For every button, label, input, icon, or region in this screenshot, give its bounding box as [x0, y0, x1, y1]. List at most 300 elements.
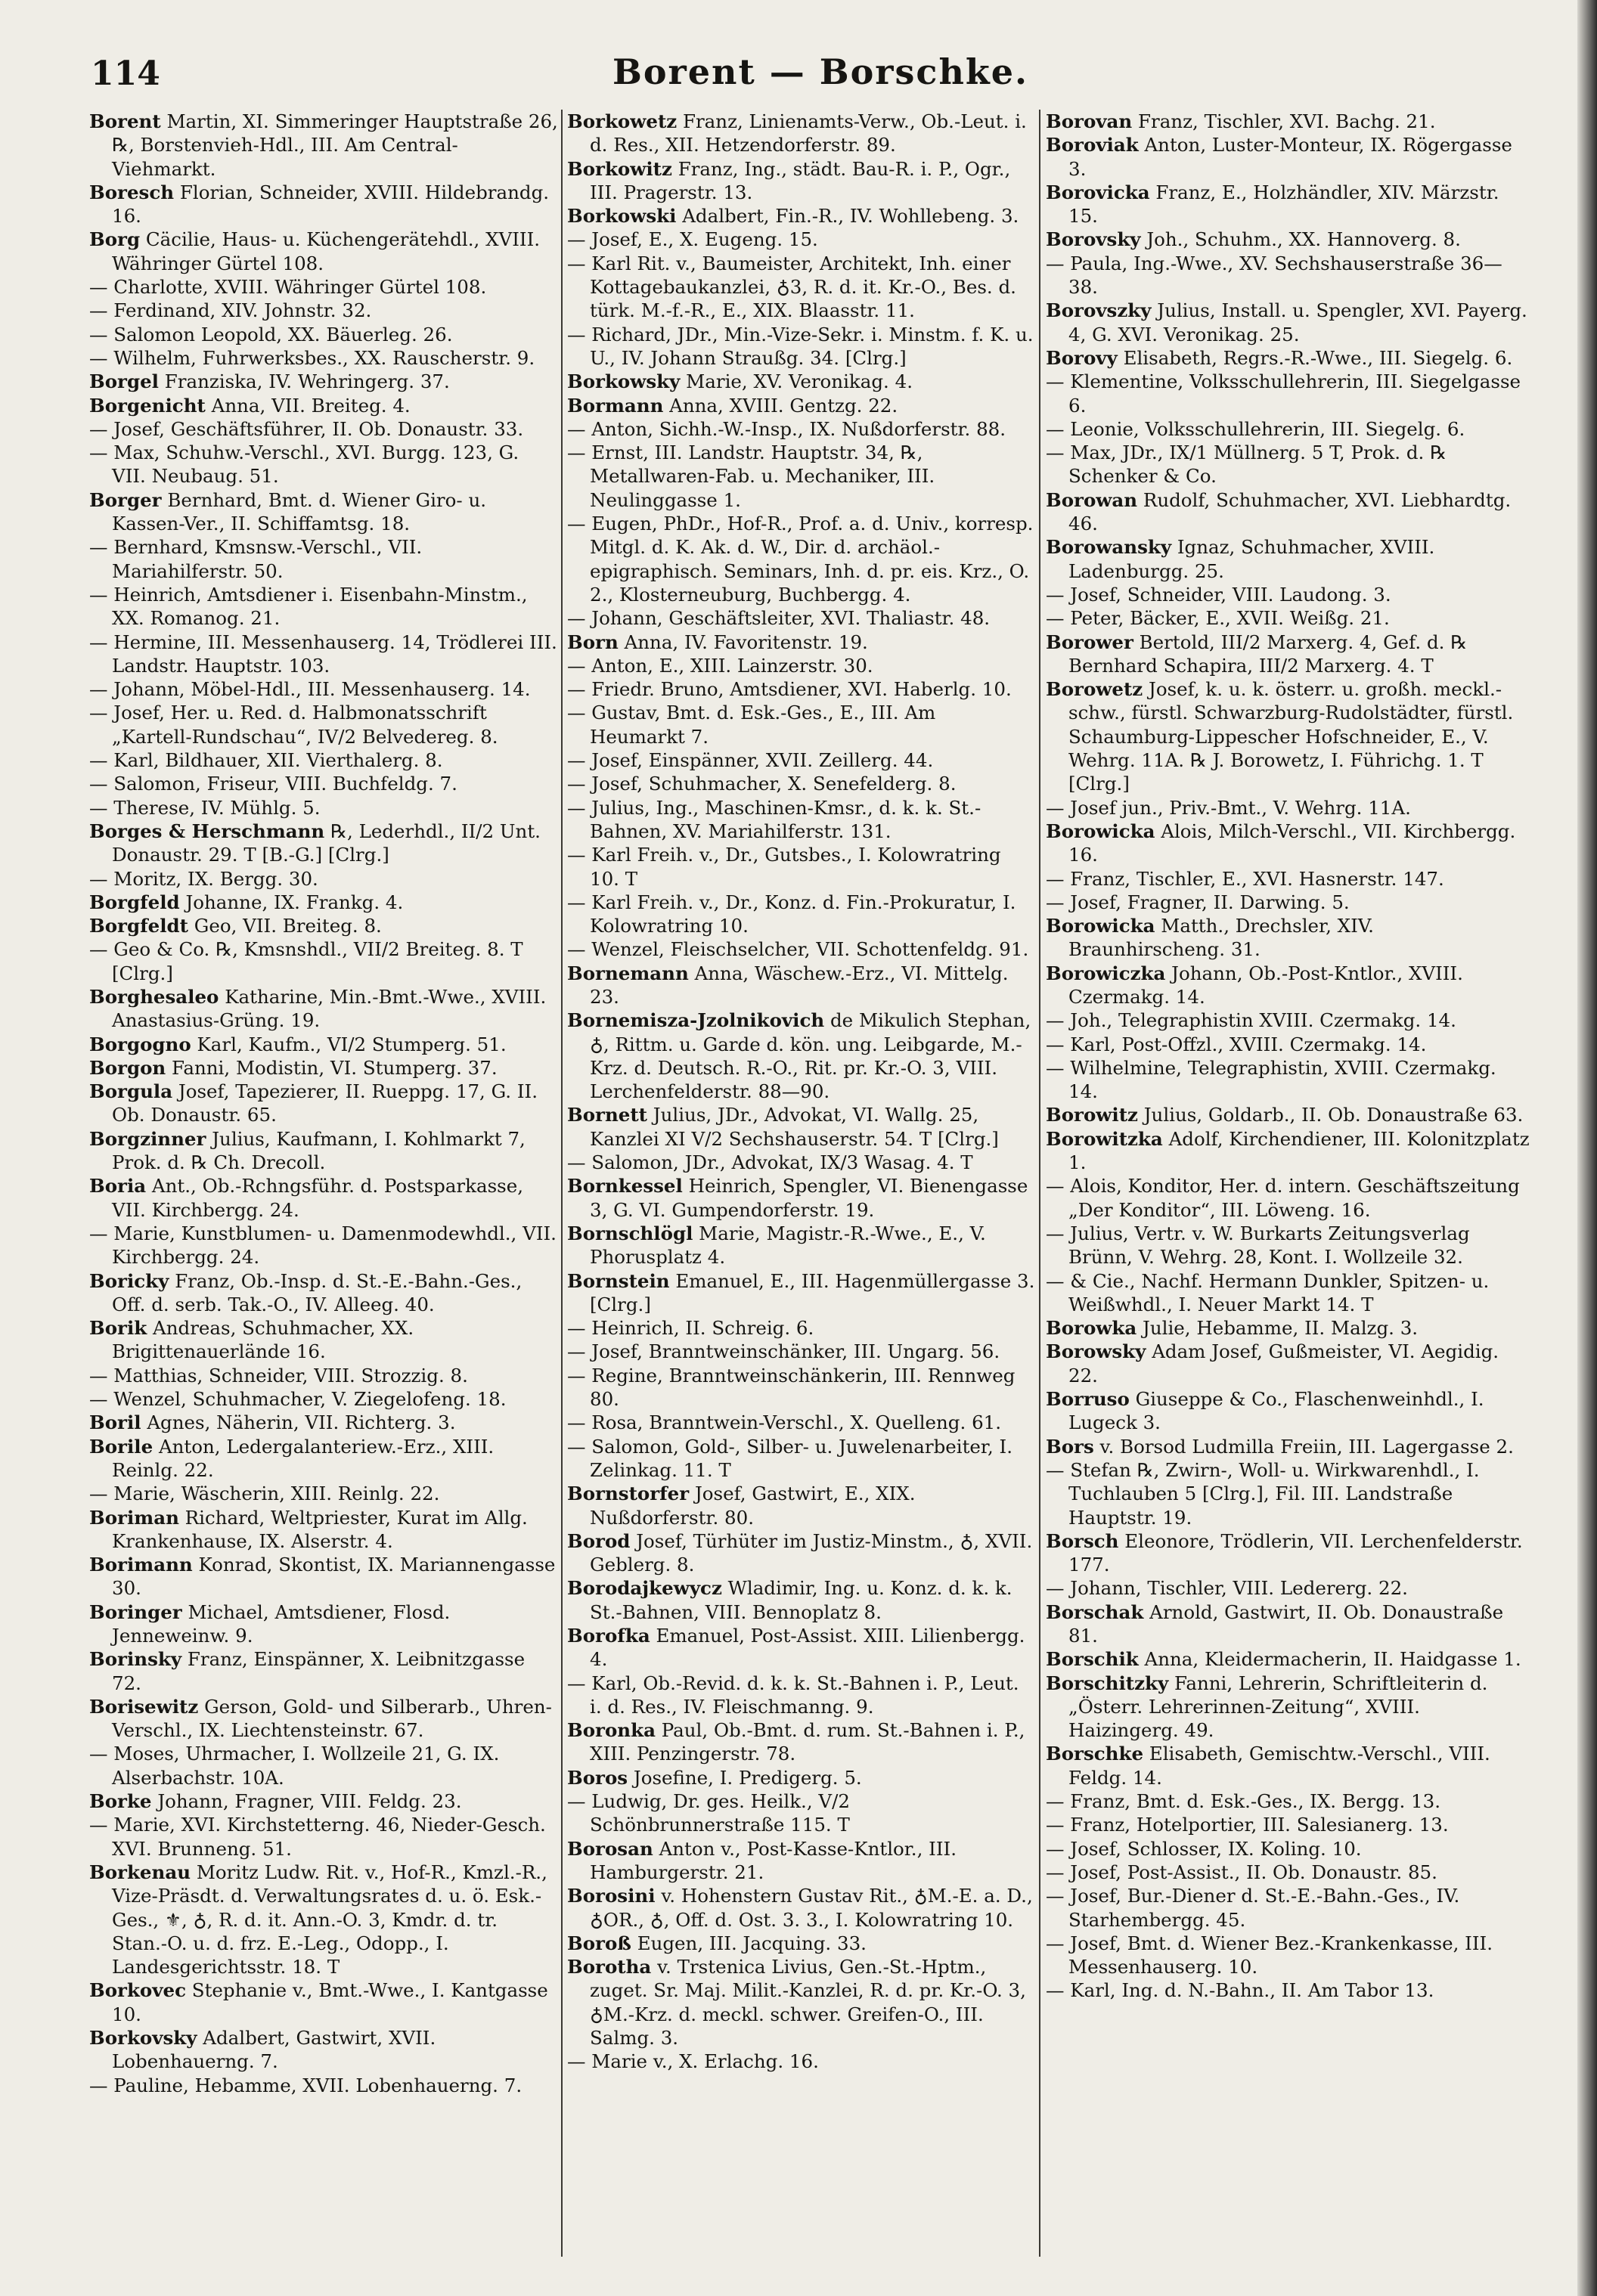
- directory-entry: [89, 583, 558, 631]
- running-head: Borent — Borschke.: [612, 51, 1029, 92]
- entry-surname: Borowsky: [1046, 1340, 1146, 1363]
- directory-entry: [89, 1056, 558, 1080]
- directory-entry: [567, 1316, 1036, 1340]
- directory-entry: [1046, 1647, 1530, 1671]
- entry-surname: Borkowetz: [567, 110, 678, 132]
- directory-entry: [567, 1411, 1036, 1434]
- entry-details: — Josef, Branntweinschänker, III. Ungarg. 56.: [567, 1340, 1000, 1363]
- directory-entry: [567, 1174, 1036, 1222]
- directory-entry: [89, 535, 558, 583]
- entry-details: — Marie, Kunstblumen- u. Damenmodewhdl., VII. Kirchbergg. 24.: [89, 1222, 557, 1269]
- column-divider: [561, 110, 563, 2257]
- entry-details: — Franz, Hotelportier, III. Salesianerg. 13.: [1046, 1814, 1449, 1836]
- entry-details: Heinrich, Spengler, VI. Bienengasse 3, G. VI. Gumpendorferstr. 19.: [590, 1175, 1028, 1221]
- entry-details: Franz, Tischler, XVI. Bachg. 21.: [1132, 110, 1436, 132]
- directory-entry: [89, 2074, 558, 2097]
- directory-entry: [89, 488, 558, 536]
- directory-entry: [89, 110, 558, 181]
- entry-details: — Marie v., X. Erlachg. 16.: [567, 2050, 819, 2073]
- entry-details: Alois, Milch-Verschl., VII. Kirchbergg. 16.: [1068, 820, 1516, 866]
- directory-entry: [89, 181, 558, 228]
- entry-surname: Bornstorfer: [567, 1483, 690, 1505]
- entry-surname: Borisewitz: [89, 1695, 199, 1718]
- entry-details: — Marie, Wäscherin, XIII. Reinlg. 22.: [89, 1483, 440, 1505]
- entry-surname: Borkovsky: [89, 2027, 197, 2050]
- column-3: [1046, 110, 1530, 2279]
- directory-entry: [89, 299, 558, 322]
- entry-details: — Wilhelmine, Telegraphistin, XVIII. Czermakg. 14.: [1046, 1056, 1496, 1103]
- directory-entry: [89, 867, 558, 891]
- directory-entry: [567, 1789, 1036, 1837]
- directory-entry: [1046, 1600, 1530, 1648]
- entry-details: Emanuel, E., III. Hagenmüllergasse 3. [Clrg.]: [590, 1269, 1035, 1315]
- entry-surname: Bormann: [567, 394, 664, 417]
- entry-surname: Borkovec: [89, 1979, 187, 2002]
- entry-details: — Ernst, III. Landstr. Hauptstr. 34, ℞, Metallwaren-Fab. u. Mechaniker, III. Neulinggasse 1.: [567, 442, 935, 511]
- entry-details: Franz, Linienamts-Verw., Ob.-Leut. i. d. Res., XII. Hetzendorferstr. 89.: [590, 110, 1027, 156]
- directory-entry: [1046, 346, 1530, 370]
- entry-surname: Borgula: [89, 1080, 173, 1103]
- directory-entry: [567, 654, 1036, 677]
- directory-entry: [567, 606, 1036, 630]
- entry-surname: Borimann: [89, 1554, 193, 1576]
- directory-entry: [89, 1978, 558, 2026]
- entry-details: — Friedr. Bruno, Amtsdiener, XVI. Haberlg. 10.: [567, 678, 1012, 701]
- directory-entry: [1046, 1529, 1530, 1577]
- entry-details: — Alois, Konditor, Her. d. intern. Geschäftszeitung „Der Konditor“, III. Löweng. 16.: [1046, 1175, 1520, 1221]
- entry-details: — Salomon, Friseur, VIII. Buchfeldg. 7.: [89, 773, 457, 795]
- entry-details: Adalbert, Gastwirt, XVII. Lobenhauerng. 7.: [112, 2027, 436, 2073]
- entry-details: Julius, Goldarb., II. Ob. Donaustraße 63.: [1137, 1104, 1524, 1126]
- entry-details: Bernhard, Bmt. d. Wiener Giro- u. Kassen-Ver., II. Schiffamtsg. 18.: [112, 488, 487, 535]
- directory-entry: [89, 631, 558, 678]
- entry-details: — Karl Freih. v., Dr., Konz. d. Fin.-Prokuratur, I. Kolowratring 10.: [567, 891, 1016, 937]
- entry-details: — Richard, JDr., Min.-Vize-Sekr. i. Minstm. f. K. u. U., IV. Johann Straußg. 34. [Clrg.]: [567, 323, 1034, 369]
- entry-details: Josef, Türhüter im Justiz-Minstm., ♁, XVII. Geblerg. 8.: [590, 1529, 1033, 1576]
- directory-entry: [567, 937, 1036, 961]
- entry-surname: Borgel: [89, 370, 159, 393]
- directory-entry: [567, 891, 1036, 938]
- entry-details: de Mikulich Stephan, ♁, Rittm. u. Garde d. kön. ung. Leibgarde, M.-Krz. d. Deutsch. R.-O., Rit. pr. Kr.-O. 3, VIII. Lerchenfelderstr. 88—90.: [590, 1009, 1031, 1103]
- directory-entry: [89, 677, 558, 701]
- entry-details: Franz, E., Holzhändler, XIV. Märzstr. 15.: [1068, 181, 1499, 228]
- entry-details: Adalbert, Fin.-R., IV. Wohllebeng. 3.: [676, 205, 1019, 228]
- directory-entry: [1046, 1458, 1530, 1529]
- entry-surname: Bornemisza-Jzolnikovich: [567, 1009, 825, 1032]
- directory-entry: [89, 1435, 558, 1483]
- entry-details: — Anton, E., XIII. Lainzerstr. 30.: [567, 654, 873, 677]
- entry-surname: Borowan: [1046, 488, 1138, 511]
- entry-details: Julie, Hebamme, II. Malzg. 3.: [1137, 1317, 1419, 1340]
- entry-surname: Boroß: [567, 1932, 631, 1954]
- directory-entry: [89, 1789, 558, 1813]
- entry-details: Franz, Einspänner, X. Leibnitzgasse 72.: [112, 1648, 526, 1694]
- entry-details: Moritz Ludw. Rit. v., Hof-R., Kmzl.-R., Vize-Präsdt. d. Verwaltungsrates d. u. ö. Esk.-Ges., ⚜, ♁, R. d. it. Ann.-O. 3, Kmdr. d. tr. Stan.-O. u. d. frz. E.-Leg., Odopp., I. Landesgerichtsstr. 18. T: [112, 1861, 547, 1978]
- directory-entry: [567, 1364, 1036, 1411]
- entry-surname: Borower: [1046, 631, 1133, 653]
- entry-details: — Johann, Geschäftsleiter, XVI. Thaliastr. 48.: [567, 607, 991, 630]
- entry-details: Stephanie v., Bmt.-Wwe., I. Kantgasse 10.: [112, 1979, 548, 2025]
- entry-surname: Borosini: [567, 1885, 656, 1907]
- entry-details: — Heinrich, Amtsdiener i. Eisenbahn-Minstm., XX. Romanog. 21.: [89, 583, 528, 630]
- directory-entry: [1046, 1269, 1530, 1317]
- directory-entry: [1046, 252, 1530, 299]
- entry-surname: Borent: [89, 110, 161, 132]
- directory-entry: [567, 1151, 1036, 1174]
- entry-surname: Bornett: [567, 1104, 647, 1126]
- entry-surname: Borovan: [1046, 110, 1133, 132]
- entry-details: — Max, JDr., IX/1 Müllnerg. 5 T, Prok. d. ℞ Schenker & Co.: [1046, 442, 1447, 488]
- entry-details: — Julius, Vertr. v. W. Burkarts Zeitungsverlag Brünn, V. Wehrg. 28, Kont. I. Wollzeile 32.: [1046, 1222, 1470, 1269]
- entry-details: — Moritz, IX. Bergg. 30.: [89, 867, 318, 890]
- directory-entry: [89, 891, 558, 914]
- entry-details: — Salomon, JDr., Advokat, IX/3 Wasag. 4. T: [567, 1151, 973, 1174]
- directory-entry: [1046, 1103, 1530, 1126]
- entry-details: — Johann, Tischler, VIII. Ledererg. 22.: [1046, 1577, 1408, 1600]
- entry-details: Anna, XVIII. Gentzg. 22.: [663, 394, 898, 417]
- entry-surname: Borke: [89, 1790, 152, 1813]
- directory-entry: [567, 796, 1036, 844]
- directory-entry: [567, 1529, 1036, 1577]
- directory-entry: [89, 417, 558, 441]
- directory-entry: [89, 441, 558, 488]
- entry-details: — Klementine, Volksschullehrerin, III. Siegelgasse 6.: [1046, 370, 1521, 417]
- entry-surname: Borgenicht: [89, 394, 206, 417]
- entry-surname: Boria: [89, 1175, 147, 1198]
- directory-entry: [1046, 631, 1530, 678]
- directory-entry: [1046, 488, 1530, 536]
- directory-entry: [1046, 1174, 1530, 1222]
- directory-entry: [1046, 181, 1530, 228]
- directory-entry: [89, 1316, 558, 1364]
- entry-details: Giuseppe & Co., Flaschenweinhdl., I. Lugeck 3.: [1068, 1388, 1484, 1434]
- entry-details: Anna, VII. Breiteg. 4.: [205, 394, 411, 417]
- entry-details: Wladimir, Ing. u. Konz. d. k. k. St.-Bahnen, VIII. Bennoplatz 8.: [590, 1577, 1012, 1623]
- entry-surname: Borschik: [1046, 1648, 1139, 1671]
- entry-details: — Moses, Uhrmacher, I. Wollzeile 21, G. IX. Alserbachstr. 10A.: [89, 1743, 500, 1789]
- entry-details: — Therese, IV. Mühlg. 5.: [89, 796, 321, 819]
- directory-entry: [1046, 535, 1530, 583]
- entry-details: Paul, Ob.-Bmt. d. rum. St.-Bahnen i. P., XIII. Penzingerstr. 78.: [590, 1719, 1025, 1765]
- entry-details: — & Cie., Nachf. Hermann Dunkler, Spitzen- u. Weißwhdl., I. Neuer Markt 14. T: [1046, 1269, 1490, 1315]
- entry-details: — Josef, Her. u. Red. d. Halbmonatsschrift „Kartell-Rundschau“, IV/2 Belvedereg. 8.: [89, 702, 498, 748]
- entry-details: — Josef, Bmt. d. Wiener Bez.-Krankenkasse, III. Messenhauserg. 10.: [1046, 1932, 1493, 1978]
- directory-entry: [89, 2026, 558, 2074]
- entry-surname: Borowetz: [1046, 678, 1143, 701]
- directory-entry: [567, 228, 1036, 251]
- entry-details: — Anton, Sichh.-W.-Insp., IX. Nußdorferstr. 88.: [567, 417, 1006, 440]
- entry-details: Franz, Ing., städt. Bau-R. i. P., Ogr., III. Pragerstr. 13.: [590, 157, 1011, 203]
- entry-details: Johann, Ob.-Post-Kntlor., XVIII. Czermakg. 14.: [1068, 962, 1463, 1008]
- entry-surname: Borovy: [1046, 346, 1118, 369]
- directory-entry: [567, 1009, 1036, 1103]
- directory-entry: [1046, 1222, 1530, 1269]
- entry-surname: Borger: [89, 488, 162, 511]
- entry-details: — Max, Schuhw.-Verschl., XVI. Burgg. 123, G. VII. Neubaug. 51.: [89, 442, 519, 488]
- directory-entry: [567, 1624, 1036, 1672]
- directory-entry: [1046, 110, 1530, 133]
- entry-details: Josef, Tapezierer, II. Rueppg. 17, G. II. Ob. Donaustr. 65.: [112, 1080, 538, 1126]
- directory-entry: [1046, 914, 1530, 962]
- entry-details: — Paula, Ing.-Wwe., XV. Sechshauserstraße 36—38.: [1046, 252, 1502, 299]
- directory-entry: [567, 1340, 1036, 1363]
- directory-entry: [1046, 677, 1530, 795]
- directory-entry: [1046, 1789, 1530, 1813]
- directory-entry: [1046, 1742, 1530, 1789]
- directory-entry: [567, 1955, 1036, 2050]
- directory-entry: [1046, 1672, 1530, 1743]
- directory-entry: [567, 417, 1036, 441]
- entry-surname: Borkowitz: [567, 157, 672, 180]
- entry-surname: Boringer: [89, 1600, 182, 1623]
- entry-surname: Borinsky: [89, 1648, 182, 1671]
- entry-details: — Marie, XVI. Kirchstetterng. 46, Nieder-Gesch. XVI. Brunneng. 51.: [89, 1814, 546, 1860]
- entry-surname: Borowiczka: [1046, 962, 1166, 984]
- entry-details: — Johann, Möbel-Hdl., III. Messenhauserg. 14.: [89, 678, 531, 701]
- directory-entry: [567, 1718, 1036, 1766]
- directory-entry: [89, 1222, 558, 1269]
- entry-details: — Regine, Branntweinschänkerin, III. Rennweg 80.: [567, 1364, 1016, 1411]
- directory-entry: [89, 937, 558, 985]
- entry-details: v. Trstenica Livius, Gen.-St.-Hptm., zuget. Sr. Maj. Milit.-Kanzlei, R. d. pr. Kr.-O. 3, ♁M.-Krz. d. meckl. schwer. Greifen-O., III. Salmg. 3.: [590, 1956, 1026, 2050]
- entry-details: Konrad, Skontist, IX. Mariannengasse 30.: [112, 1554, 556, 1600]
- entry-surname: Borschak: [1046, 1600, 1144, 1623]
- entry-details: Eleonore, Trödlerin, VII. Lerchenfelderstr. 177.: [1068, 1529, 1523, 1576]
- entry-surname: Borod: [567, 1529, 631, 1552]
- directory-entry: [1046, 1978, 1530, 2002]
- entry-details: Elisabeth, Regrs.-R.-Wwe., III. Siegelg. 6.: [1117, 346, 1513, 369]
- directory-entry: [89, 1695, 558, 1743]
- directory-entry: [567, 701, 1036, 748]
- directory-entry: [1046, 1884, 1530, 1932]
- entry-surname: Borowitz: [1046, 1104, 1138, 1126]
- entry-details: Elisabeth, Gemischtw.-Verschl., VIII. Feldg. 14.: [1068, 1743, 1490, 1789]
- entry-surname: Borowicka: [1046, 820, 1155, 842]
- entry-details: Joh., Schuhm., XX. Hannoverg. 8.: [1140, 228, 1461, 251]
- directory-entry: [1046, 1387, 1530, 1435]
- entry-details: Rudolf, Schuhmacher, XVI. Liebhardtg. 46.: [1068, 488, 1512, 535]
- entry-details: — Karl, Bildhauer, XII. Vierthalerg. 8.: [89, 749, 443, 772]
- entry-surname: Borgfeld: [89, 891, 180, 913]
- entry-details: — Stefan ℞, Zwirn-, Woll- u. Wirkwarenhdl., I. Tuchlauben 5 [Clrg.], Fil. III. Landstraße Hauptstr. 19.: [1046, 1458, 1480, 1529]
- entry-surname: Borotha: [567, 1956, 652, 1978]
- directory-entry: [567, 1837, 1036, 1885]
- directory-entry: [89, 748, 558, 772]
- directory-entry: [89, 1269, 558, 1317]
- entry-details: — Wenzel, Fleischselcher, VII. Schottenfeldg. 91.: [567, 938, 1029, 961]
- directory-entry: [89, 820, 558, 867]
- directory-entry: [567, 512, 1036, 606]
- entry-details: — Matthias, Schneider, VIII. Strozzig. 8.: [89, 1364, 468, 1387]
- entry-surname: Boriman: [89, 1506, 179, 1529]
- entry-details: — Eugen, PhDr., Hof-R., Prof. a. d. Univ., korresp. Mitgl. d. K. Ak. d. W., Dir. d. archäol.-epigraphisch. Seminars, Inh. d. pr. eis. Krz., O. 2., Klosterneuburg, Buchbergg. 4.: [567, 513, 1034, 606]
- entry-details: Ignaz, Schuhmacher, XVIII. Ladenburgg. 25.: [1068, 536, 1435, 582]
- directory-entry: [1046, 299, 1530, 346]
- directory-entry: [1046, 441, 1530, 488]
- entry-surname: Boril: [89, 1411, 141, 1434]
- entry-details: Anton v., Post-Kasse-Kntlor., III. Hamburgerstr. 21.: [590, 1837, 957, 1883]
- page-number: 114: [91, 54, 160, 93]
- entry-details: — Josef, Einspänner, XVII. Zeillerg. 44.: [567, 749, 934, 772]
- directory-entry: [567, 1576, 1036, 1624]
- entry-details: — Pauline, Hebamme, XVII. Lobenhauerng. 7.: [89, 2074, 523, 2096]
- entry-details: Emanuel, Post-Assist. XIII. Lilienbergg. 4.: [590, 1625, 1025, 1671]
- directory-entry: [567, 1482, 1036, 1529]
- directory-entry: [1046, 1435, 1530, 1458]
- entry-surname: Borschke: [1046, 1743, 1144, 1765]
- entry-surname: Bornkessel: [567, 1175, 683, 1198]
- directory-entry: [1046, 1932, 1530, 1979]
- directory-entry: [89, 796, 558, 820]
- entry-details: Marie, Magistr.-R.-Wwe., E., V. Phorusplatz 4.: [590, 1222, 986, 1269]
- entry-details: Bertold, III/2 Marxerg. 4, Gef. d. ℞ Bernhard Schapira, III/2 Marxerg. 4. T: [1068, 631, 1468, 677]
- entry-details: Richard, Weltpriester, Kurat im Allg. Krankenhause, IX. Alserstr. 4.: [112, 1506, 528, 1552]
- directory-entry: [1046, 370, 1530, 417]
- entry-details: — Josef, Geschäftsführer, II. Ob. Donaustr. 33.: [89, 417, 524, 440]
- directory-entry: [89, 1127, 558, 1175]
- entry-details: — Josef, Post-Assist., II. Ob. Donaustr. 85.: [1046, 1861, 1437, 1883]
- entry-details: Anton, Ledergalanteriew.-Erz., XIII. Reinlg. 22.: [112, 1435, 495, 1481]
- directory-entry: [567, 394, 1036, 417]
- entry-surname: Boros: [567, 1766, 628, 1789]
- page-edge-shadow: [1577, 0, 1597, 2296]
- entry-surname: Borkowsky: [567, 370, 681, 393]
- entry-details: — Rosa, Branntwein-Verschl., X. Quelleng. 61.: [567, 1411, 1002, 1434]
- entry-details: Marie, XV. Veronikag. 4.: [680, 370, 913, 393]
- directory-entry: [89, 1861, 558, 1978]
- entry-details: Michael, Amtsdiener, Flosd. Jenneweinw. 9.: [112, 1600, 451, 1647]
- entry-details: — Josef jun., Priv.-Bmt., V. Wehrg. 11A.: [1046, 796, 1411, 819]
- directory-entry: [89, 1553, 558, 1600]
- entry-details: — Geo & Co. ℞, Kmsnshdl., VII/2 Breiteg. 8. T [Clrg.]: [89, 938, 523, 984]
- entry-surname: Boresch: [89, 181, 175, 203]
- directory-entry: [567, 677, 1036, 701]
- directory-entry: [567, 2050, 1036, 2073]
- entry-details: Karl, Kaufm., VI/2 Stumperg. 51.: [191, 1033, 507, 1055]
- directory-entry: [1046, 417, 1530, 441]
- directory-entry: [89, 1647, 558, 1695]
- entry-surname: Bornschlögl: [567, 1222, 693, 1244]
- entry-details: — Julius, Ing., Maschinen-Kmsr., d. k. k. St.-Bahnen, XV. Mariahilferstr. 131.: [567, 796, 981, 842]
- entry-details: — Charlotte, XVIII. Währinger Gürtel 108.: [89, 276, 487, 299]
- directory-entry: [567, 1103, 1036, 1151]
- directory-entry: [567, 1766, 1036, 1789]
- entry-details: Katharine, Min.-Bmt.-Wwe., XVIII. Anastasius-Grüng. 19.: [112, 985, 547, 1032]
- entry-details: — Salomon, Gold-, Silber- u. Juwelenarbeiter, I. Zelinkag. 11. T: [567, 1435, 1012, 1481]
- entry-surname: Borowicka: [1046, 915, 1155, 937]
- column-1: [89, 110, 558, 2279]
- directory-entry: [567, 772, 1036, 795]
- directory-entry: [1046, 1316, 1530, 1340]
- entry-details: — Leonie, Volksschullehrerin, III. Siegelg. 6.: [1046, 417, 1465, 440]
- entry-surname: Borgogno: [89, 1033, 191, 1055]
- directory-entry: [1046, 1056, 1530, 1104]
- entry-details: — Karl, Ob.-Revid. d. k. k. St.-Bahnen i. P., Leut. i. d. Res., IV. Fleischmanng. 9.: [567, 1672, 1019, 1718]
- directory-entry: [89, 701, 558, 748]
- entry-surname: Borkenau: [89, 1861, 191, 1883]
- entry-details: — Ferdinand, XIV. Johnstr. 32.: [89, 299, 372, 322]
- entry-details: Matth., Drechsler, XIV. Braunhirscheng. 31.: [1068, 915, 1374, 961]
- entry-details: Josef, k. u. k. österr. u. großh. meckl.-schw., fürstl. Schwarzburg-Rudolstädter, fürstl. Schaumburg-Lippescher Hofschneider, E., V. Wehrg. 11A. ℞ J. Borowetz, I. Führichg. 1. T [Clrg.]: [1068, 678, 1514, 795]
- directory-entry: [567, 1932, 1036, 1955]
- entry-surname: Boronka: [567, 1719, 656, 1742]
- page-header: [91, 47, 1550, 100]
- entry-details: Fanni, Lehrerin, Schriftleiterin d. „Österr. Lehrerinnen-Zeitung“, XVIII. Haizingerg. 49.: [1068, 1672, 1488, 1742]
- directory-entry: [89, 370, 558, 393]
- entry-details: Geo, VII. Breiteg. 8.: [188, 915, 382, 937]
- directory-entry: [1046, 1127, 1530, 1175]
- directory-entry: [89, 985, 558, 1033]
- directory-entry: [567, 157, 1036, 205]
- entry-details: — Karl Rit. v., Baumeister, Architekt, Inh. einer Kottagebaukanzlei, ♁3, R. d. it. Kr.-O., Bes. d. türk. M.-f.-R., E., XIX. Blaasstr. 11.: [567, 252, 1016, 322]
- entry-details: — Josef, Bur.-Diener d. St.-E.-Bahn.-Ges., IV. Starhembergg. 45.: [1046, 1885, 1460, 1931]
- entry-details: — Josef, E., X. Eugeng. 15.: [567, 228, 818, 251]
- entry-details: v. Borsod Ludmilla Freiin, III. Lagergasse 2.: [1093, 1435, 1514, 1458]
- entry-details: — Ludwig, Dr. ges. Heilk., V/2 Schönbrunnerstraße 115. T: [567, 1790, 850, 1836]
- directory-entry: [567, 323, 1036, 370]
- directory-entry: [1046, 820, 1530, 867]
- directory-entry: [89, 1742, 558, 1789]
- directory-entry: [89, 1506, 558, 1554]
- entry-surname: Borkowski: [567, 205, 677, 228]
- directory-entry: [89, 228, 558, 275]
- directory-entry: [567, 1884, 1036, 1932]
- directory-entry: [89, 1033, 558, 1056]
- entry-details: Anna, Wäschew.-Erz., VI. Mittelg. 23.: [590, 962, 1009, 1008]
- entry-details: v. Hohenstern Gustav Rit., ♁M.-E. a. D., ♁OR., ♁, Off. d. Ost. 3. 3., I. Kolowratring 10.: [590, 1885, 1033, 1931]
- entry-surname: Borik: [89, 1317, 147, 1340]
- entry-surname: Borowansky: [1046, 536, 1172, 559]
- entry-surname: Born: [567, 631, 619, 653]
- directory-entry: [567, 1672, 1036, 1719]
- entry-surname: Borofka: [567, 1625, 650, 1647]
- entry-details: Florian, Schneider, XVIII. Hildebrandg. 16.: [112, 181, 550, 228]
- entry-details: Josefine, I. Predigerg. 5.: [628, 1766, 862, 1789]
- entry-surname: Borg: [89, 228, 141, 251]
- directory-entry: [567, 370, 1036, 393]
- directory-entry: [89, 772, 558, 795]
- entry-details: Johanne, IX. Frankg. 4.: [179, 891, 404, 913]
- entry-surname: Borruso: [1046, 1388, 1130, 1411]
- directory-entry: [1046, 133, 1530, 181]
- entry-details: — Bernhard, Kmsnsw.-Verschl., VII. Mariahilferstr. 50.: [89, 536, 423, 582]
- directory-entry: [1046, 1009, 1530, 1032]
- entry-surname: Borovszky: [1046, 299, 1152, 322]
- entry-surname: Borowitzka: [1046, 1127, 1163, 1150]
- entry-details: — Gustav, Bmt. d. Esk.-Ges., E., III. Am Heumarkt 7.: [567, 702, 936, 748]
- entry-surname: Borile: [89, 1435, 153, 1458]
- entry-details: Eugen, III. Jacquing. 33.: [631, 1932, 867, 1954]
- entry-details: — Karl, Post-Offzl., XVIII. Czermakg. 14.: [1046, 1033, 1427, 1055]
- directory-entry: [89, 1364, 558, 1387]
- directory-entry: [1046, 1033, 1530, 1056]
- directory-entry: [1046, 583, 1530, 606]
- directory-entry: [1046, 1861, 1530, 1884]
- entry-surname: Borodajkewycz: [567, 1577, 722, 1600]
- directory-entry: [1046, 891, 1530, 914]
- entry-surname: Borowka: [1046, 1317, 1137, 1340]
- entry-surname: Borovicka: [1046, 181, 1150, 203]
- entry-details: — Hermine, III. Messenhauserg. 14, Trödlerei III. Landstr. Hauptstr. 103.: [89, 631, 557, 677]
- directory-entry: [1046, 796, 1530, 820]
- entry-details: Agnes, Näherin, VII. Richterg. 3.: [141, 1411, 456, 1434]
- entry-details: Andreas, Schuhmacher, XX. Brigittenauerlände 16.: [112, 1317, 414, 1363]
- entry-details: — Josef, Schneider, VIII. Laudong. 3.: [1046, 583, 1391, 606]
- directory-entry: [1046, 1837, 1530, 1861]
- entry-details: Anna, IV. Favoritenstr. 19.: [618, 631, 868, 653]
- entry-details: Julius, Install. u. Spengler, XVI. Payerg. 4, G. XVI. Veronikag. 25.: [1068, 299, 1527, 345]
- column-divider: [1039, 110, 1040, 2257]
